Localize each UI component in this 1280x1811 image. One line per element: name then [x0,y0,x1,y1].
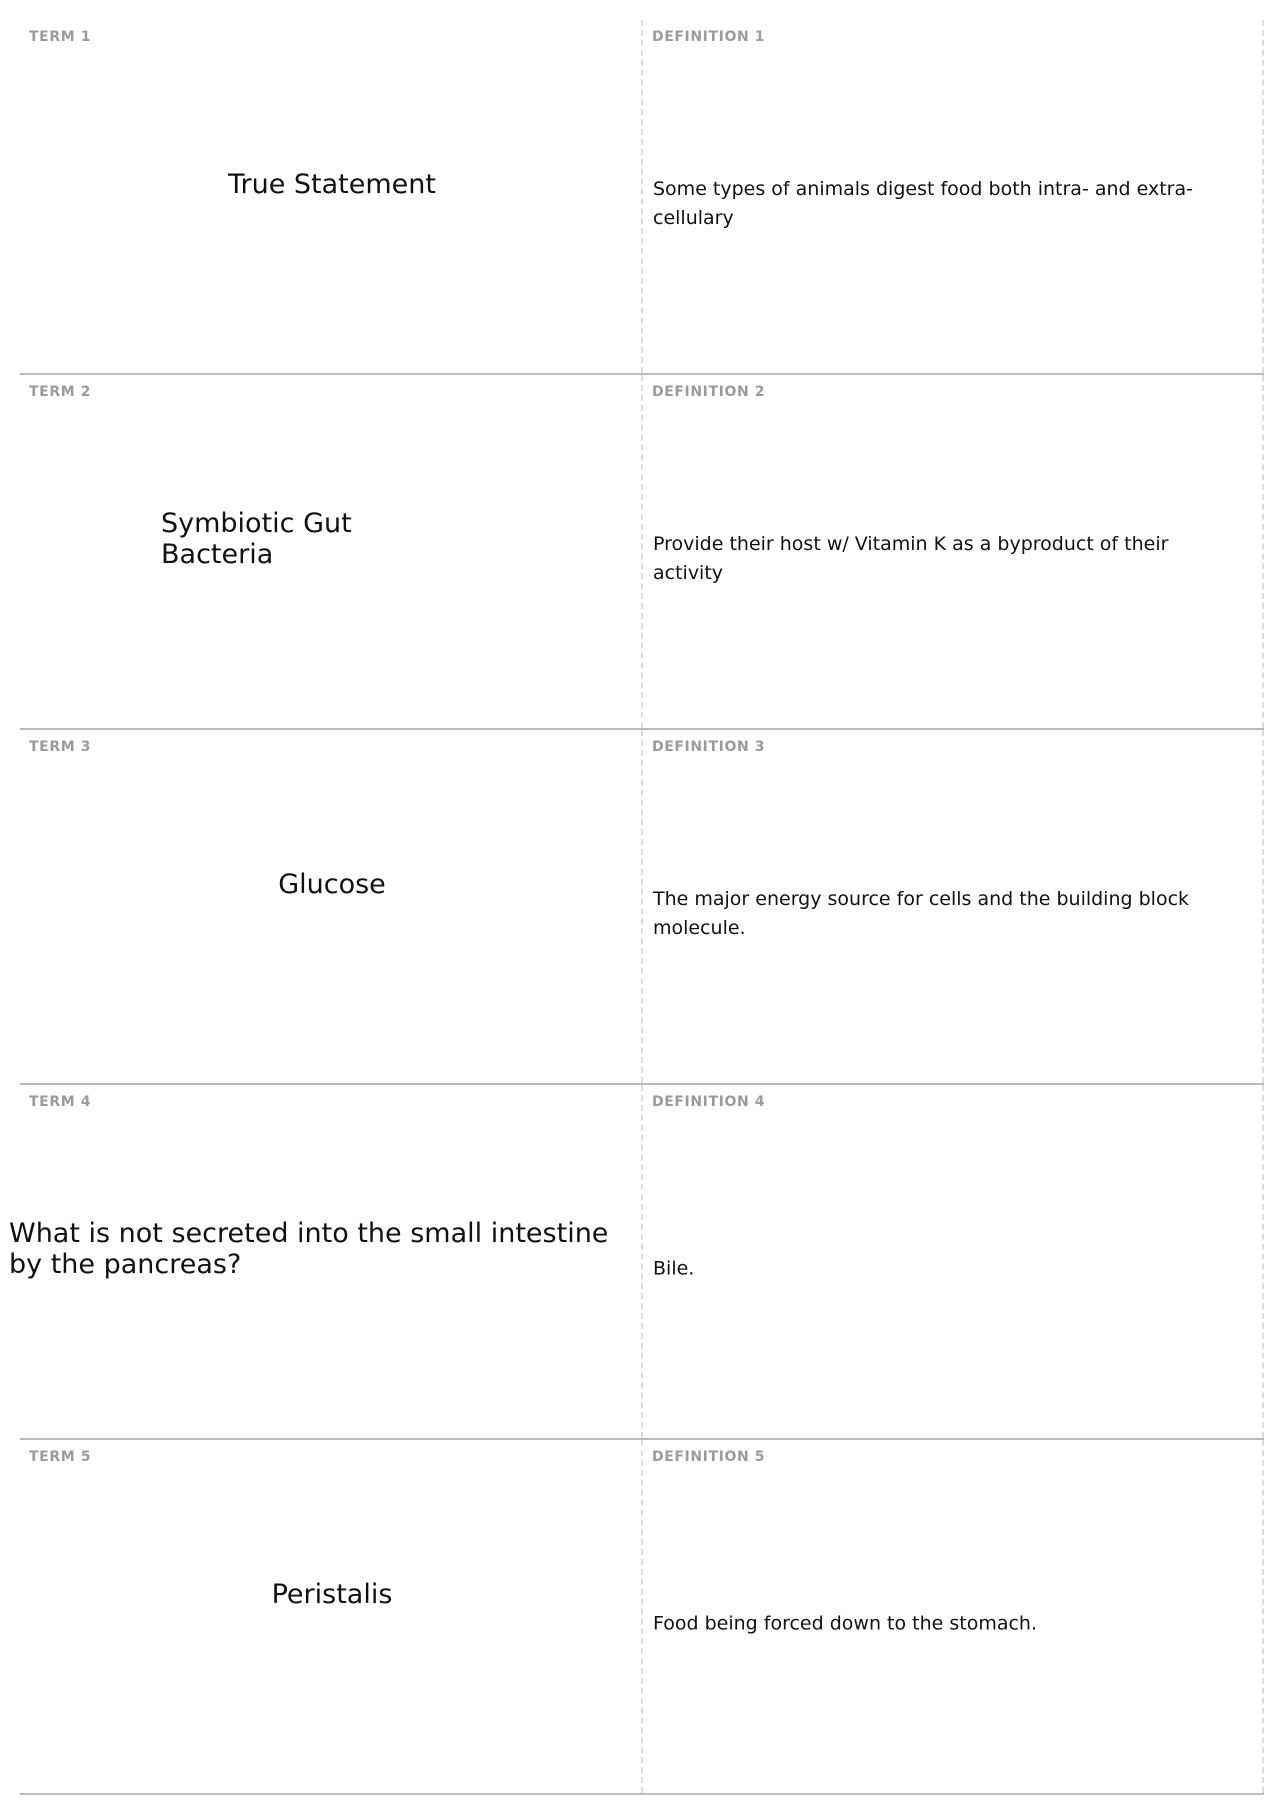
term-label: TERM 5 [29,1449,92,1465]
definition-label: DEFINITION 1 [652,29,766,45]
term-text: Glucose [278,869,386,900]
term-label: TERM 1 [29,29,92,45]
term-text: True Statement [227,169,436,200]
term-label: TERM 3 [29,739,92,755]
definition-text: Bile. [653,1257,695,1280]
definition-text: Provide their host w/ Vitamin K as a byproduct of their activity [653,532,1169,584]
definition-text: Some types of animals digest food both intra- and extra-cellulary [653,177,1193,229]
term-cell [20,1440,643,1793]
definition-cell [643,375,1264,728]
definition-label: DEFINITION 2 [652,384,766,400]
term-text: Peristalis [271,1579,393,1610]
definition-text: The major energy source for cells and the building block molecule. [653,887,1190,939]
term-text: Symbiotic Gut Bacteria [161,508,352,570]
term-label: TERM 4 [29,1094,92,1110]
term-text: What is not secreted into the small intestine by the pancreas? [9,1218,609,1280]
definition-cell [643,20,1264,373]
definition-label: DEFINITION 5 [652,1449,766,1465]
definition-text: Food being forced down to the stomach. [653,1612,1038,1635]
definition-cell [643,1440,1264,1793]
definition-label: DEFINITION 4 [652,1094,766,1110]
definition-cell [643,730,1264,1083]
flashcard-sheet [20,20,1264,1795]
flashcard-row [20,730,1264,1085]
definition-cell [643,1085,1264,1438]
term-label: TERM 2 [29,384,92,400]
definition-label: DEFINITION 3 [652,739,766,755]
flashcard-row [20,1440,1264,1795]
term-cell [20,730,643,1083]
